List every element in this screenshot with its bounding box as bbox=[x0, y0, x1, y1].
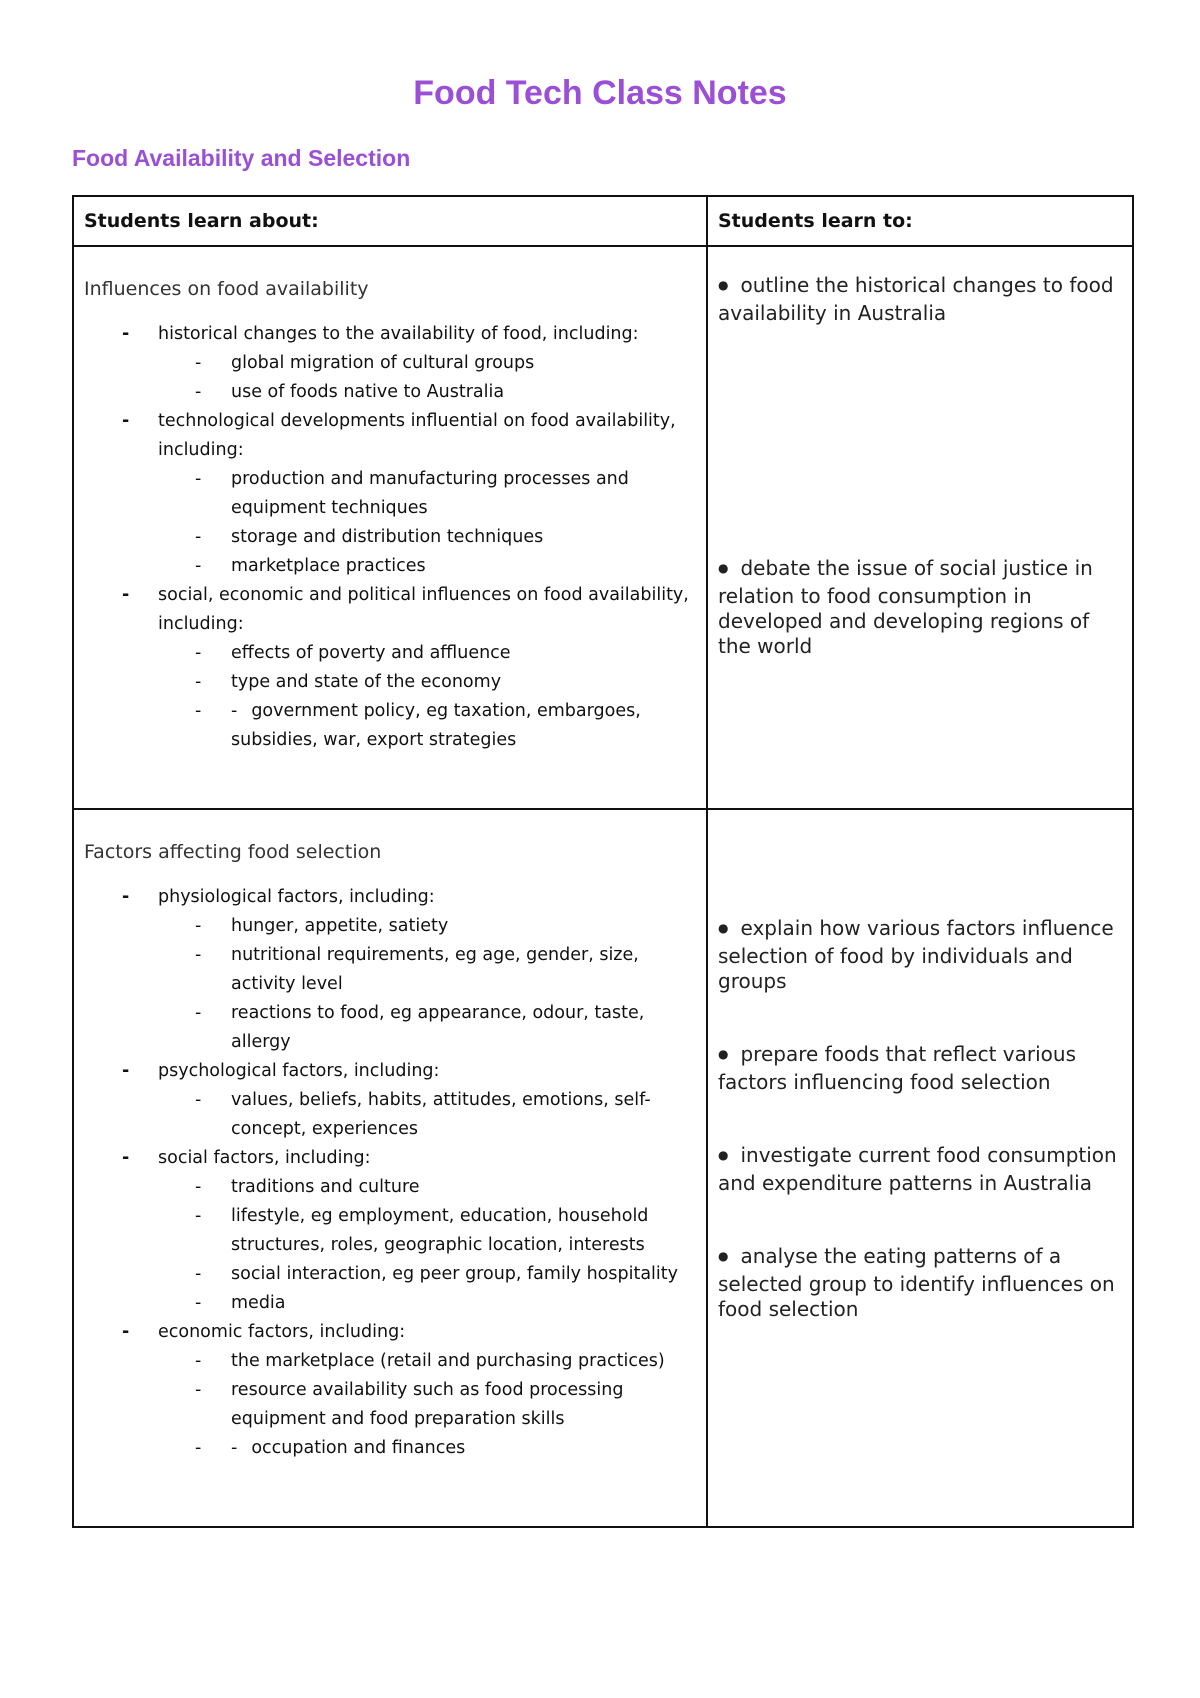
column-header-learn-to: Students learn to: bbox=[707, 196, 1133, 246]
outcomes-list bbox=[708, 273, 1132, 659]
outcome-item: ● prepare foods that reflect various factors influencing food selection bbox=[718, 1042, 1077, 1094]
dash-bullet: - bbox=[122, 585, 130, 605]
dash-bullet: - bbox=[122, 1061, 130, 1081]
outcome-item: ● investigate current food consumption and expenditure patterns in Australia bbox=[718, 1143, 1117, 1195]
sub-list-item: - global migration of cultural groups bbox=[195, 353, 535, 373]
sub-list bbox=[158, 1086, 706, 1144]
learn-to-cell bbox=[707, 809, 1133, 1527]
table-header-row bbox=[73, 196, 1133, 246]
sub-list-item: - effects of poverty and affluence bbox=[195, 643, 511, 663]
sub-list-item: - nutritional requirements, eg age, gender, size, activity level bbox=[195, 945, 639, 994]
sub-list bbox=[158, 465, 706, 581]
sub-list bbox=[158, 1173, 706, 1318]
sub-list-item: - values, beliefs, habits, attitudes, emotions, self-concept, experiences bbox=[195, 1090, 651, 1139]
sub-list-item: - storage and distribution techniques bbox=[195, 527, 544, 547]
syllabus-table bbox=[72, 195, 1134, 1528]
outcome-item: ● outline the historical changes to food availability in Australia bbox=[718, 273, 1114, 325]
column-header-learn-about: Students learn about: bbox=[73, 196, 707, 246]
dash-bullet: - bbox=[122, 324, 130, 344]
outcome-item: ● analyse the eating patterns of a selected group to identify influences on food selection bbox=[718, 1244, 1115, 1321]
learn-about-cell bbox=[73, 246, 707, 809]
list-item: - social factors, including: - traditions and culture - lifestyle, eg employment, education, household structures, roles, geographic location, interests - social interaction, eg peer group, family hospitality - media bbox=[74, 1144, 706, 1318]
sub-list-item: - - government policy, eg taxation, embargoes, subsidies, war, export strategies bbox=[195, 701, 641, 750]
sub-list-item: - traditions and culture bbox=[195, 1177, 420, 1197]
table-row bbox=[73, 809, 1133, 1527]
outcome-item: ● explain how various factors influence selection of food by individuals and groups bbox=[718, 916, 1114, 993]
dash-bullet: - bbox=[122, 411, 130, 431]
content-list bbox=[74, 883, 706, 1463]
sub-list-item: - type and state of the economy bbox=[195, 672, 502, 692]
list-item: - technological developments influential on food availability, including: - production and manufacturing processes and equipment techniques - storage and distribution techniques - marketplace practices bbox=[74, 407, 706, 581]
learn-to-cell bbox=[707, 246, 1133, 809]
sub-list-item: - the marketplace (retail and purchasing practices) bbox=[195, 1351, 665, 1371]
learn-about-cell bbox=[73, 809, 707, 1527]
dash-bullet: - bbox=[122, 1148, 130, 1168]
sub-list bbox=[158, 639, 706, 755]
sub-list-item: - social interaction, eg peer group, family hospitality bbox=[195, 1264, 679, 1284]
topic-heading: Factors affecting food selection bbox=[84, 841, 382, 863]
sub-list bbox=[158, 912, 706, 1057]
sub-list bbox=[158, 349, 706, 407]
outcomes-list bbox=[708, 916, 1132, 1322]
content-list bbox=[74, 320, 706, 755]
dash-bullet: - bbox=[122, 887, 130, 907]
page-title: Food Tech Class Notes bbox=[413, 74, 787, 112]
list-item: - physiological factors, including: - hunger, appetite, satiety - nutritional requirements, eg age, gender, size, activity level - reactions to food, eg appearance, odour, taste, allergy bbox=[74, 883, 706, 1057]
dash-bullet: - bbox=[122, 1322, 130, 1342]
sub-list-item: - marketplace practices bbox=[195, 556, 426, 576]
sub-list-item: - use of foods native to Australia bbox=[195, 382, 505, 402]
sub-list-item: - lifestyle, eg employment, education, household structures, roles, geographic location, interests bbox=[195, 1206, 649, 1255]
sub-list-item: - - occupation and finances bbox=[195, 1438, 466, 1458]
sub-list-item: - production and manufacturing processes and equipment techniques bbox=[195, 469, 629, 518]
sub-list-item: - hunger, appetite, satiety bbox=[195, 916, 449, 936]
list-item: - historical changes to the availability of food, including: - global migration of cultural groups - use of foods native to Australia bbox=[74, 320, 706, 407]
list-item: - psychological factors, including: - values, beliefs, habits, attitudes, emotions, self-concept, experiences bbox=[74, 1057, 706, 1144]
sub-list-item: - reactions to food, eg appearance, odour, taste, allergy bbox=[195, 1003, 645, 1052]
table-row bbox=[73, 246, 1133, 809]
sub-list-item: - media bbox=[195, 1293, 286, 1313]
sub-list bbox=[158, 1347, 706, 1463]
list-item: - economic factors, including: - the marketplace (retail and purchasing practices) - resource availability such as food processing equipment and food preparation skills - - occupation and finances bbox=[74, 1318, 706, 1463]
list-item: - social, economic and political influences on food availability, including: - effects of poverty and affluence - type and state of the economy - - government policy, eg taxation, embargoes, subsidies, war, export strategies bbox=[74, 581, 706, 755]
sub-list-item: - resource availability such as food processing equipment and food preparation skills bbox=[195, 1380, 624, 1429]
topic-heading: Influences on food availability bbox=[84, 278, 369, 300]
outcome-item: ● debate the issue of social justice in relation to food consumption in developed and developing regions of the world bbox=[718, 556, 1093, 658]
section-heading: Food Availability and Selection bbox=[72, 145, 411, 171]
